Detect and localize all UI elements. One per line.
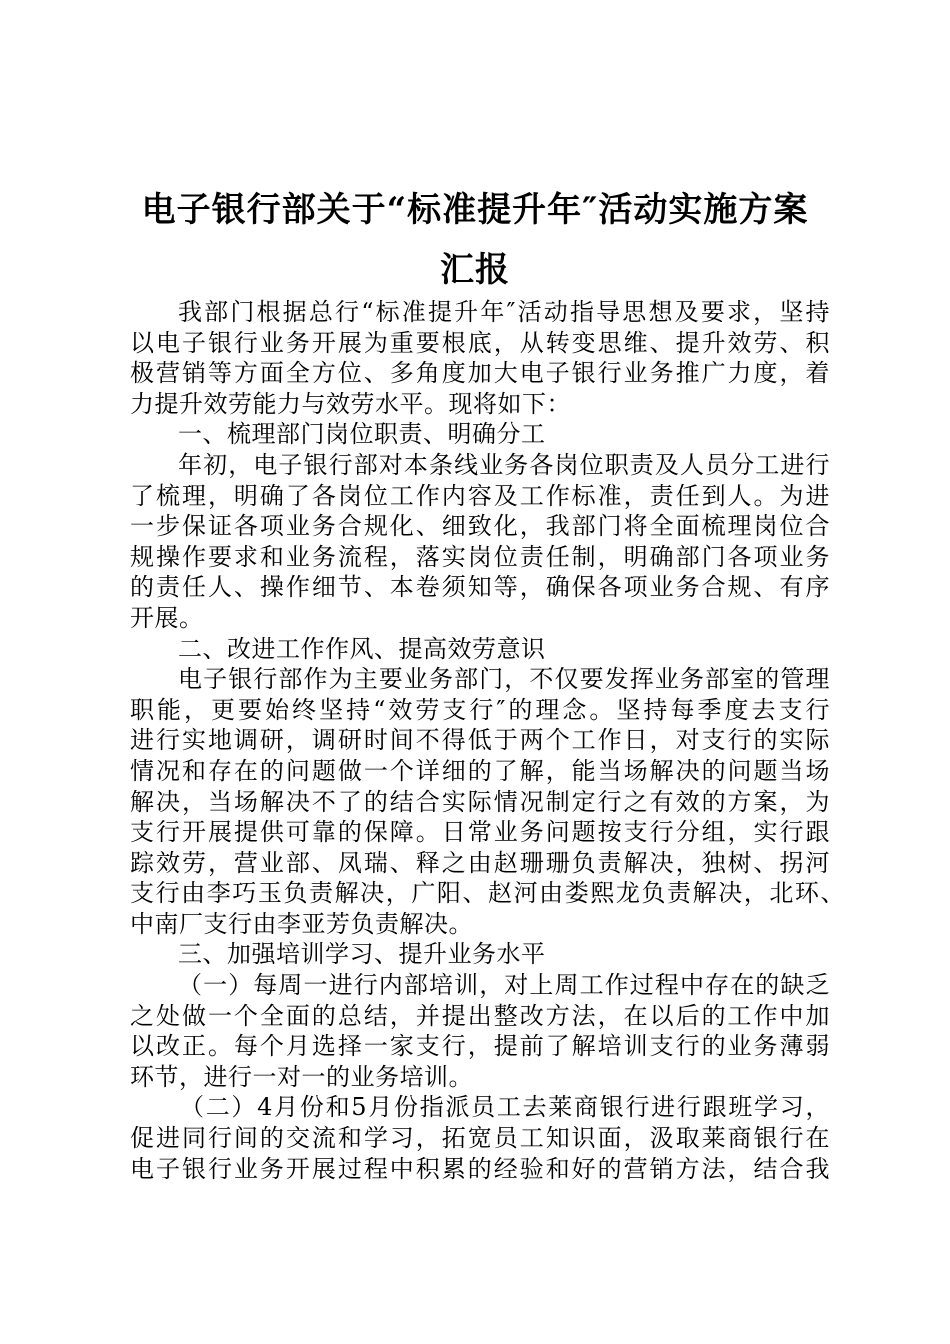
paragraph-line: 环节，进行一对一的业务培训。 xyxy=(130,1062,473,1091)
paragraph-line: 解决，当场解决不了的结合实际情况制定行之有效的方案，为 xyxy=(130,787,830,816)
paragraph-line: 我部门根据总行“标准提升年″活动指导思想及要求，坚持 xyxy=(178,298,830,326)
paragraph-line: （一）每周一进行内部培训，对上周工作过程中存在的缺乏 xyxy=(178,971,830,1000)
paragraph-line: 促进同行间的交流和学习，拓宽员工知识面，汲取莱商银行在 xyxy=(130,1124,830,1153)
document-body xyxy=(130,297,845,1184)
paragraph-line: 电子银行部作为主要业务部门，不仅要发挥业务部室的管理 xyxy=(178,665,830,694)
paragraph-line: 职能，更要始终坚持“效劳支行″的理念。坚持每季度去支行 xyxy=(130,695,830,724)
paragraph-section-1 xyxy=(130,450,830,634)
paragraph-line: 中南厂支行由李亚芳负责解决。 xyxy=(130,909,473,938)
paragraph-line: 的责任人、操作细节、本卷须知等，确保各项业务合规、有序 xyxy=(130,573,830,602)
paragraph-line: 规操作要求和业务流程，落实岗位责任制，明确部门各项业务 xyxy=(130,542,830,571)
paragraph-line: 电子银行业务开展过程中积累的经验和好的营销方法，结合我 xyxy=(130,1154,830,1183)
paragraph-section-3-item-1 xyxy=(130,970,830,1092)
paragraph-line: 了梳理，明确了各岗位工作内容及工作标准，责任到人。为进 xyxy=(130,481,830,510)
paragraph-section-3-item-2 xyxy=(130,1092,830,1184)
paragraph-line: （二）4月份和5月份指派员工去莱商银行进行跟班学习， xyxy=(180,1093,830,1122)
document-title xyxy=(0,180,950,300)
paragraph-line: 踪效劳，营业部、凤瑞、释之由赵珊珊负责解决，独树、拐河 xyxy=(130,848,830,877)
paragraph-line: 极营销等方面全方位、多角度加大电子银行业务推广力度，着 xyxy=(130,359,830,388)
paragraph-line: 支行开展提供可靠的保障。日常业务问题按支行分组，实行跟 xyxy=(130,818,830,847)
paragraph-line: 进行实地调研，调研时间不得低于两个工作日，对支行的实际 xyxy=(130,726,830,755)
title-line-1: 电子银行部关于“标准提升年″活动实施方案 xyxy=(141,190,809,230)
paragraph-line: 力提升效劳能力与效劳水平。现将如下： xyxy=(130,389,571,418)
paragraph-intro xyxy=(130,297,830,419)
paragraph-line: 支行由李巧玉负责解决，广阳、赵河由娄熙龙负责解决，北环、 xyxy=(130,879,845,908)
paragraph-line: 以改正。每个月选择一家支行，提前了解培训支行的业务薄弱 xyxy=(130,1032,830,1061)
section-heading-3: 三、加强培训学习、提升业务水平 xyxy=(178,940,546,969)
section-heading-1: 一、梳理部门岗位职责、明确分工 xyxy=(178,420,546,449)
paragraph-line: 情况和存在的问题做一个详细的了解，能当场解决的问题当场 xyxy=(130,756,830,785)
paragraph-line: 年初，电子银行部对本条线业务各岗位职责及人员分工进行 xyxy=(178,450,830,479)
paragraph-line: 之处做一个全面的总结，并提出整改方法，在以后的工作中加 xyxy=(130,1001,830,1030)
paragraph-section-2 xyxy=(130,664,845,939)
paragraph-line: 以电子银行业务开展为重要根底，从转变思维、提升效劳、积 xyxy=(130,328,830,357)
paragraph-line: 开展。 xyxy=(130,603,204,632)
title-line-2: 汇报 xyxy=(440,250,510,290)
section-heading-2: 二、改进工作作风、提高效劳意识 xyxy=(178,634,546,663)
paragraph-line: 一步保证各项业务合规化、细致化，我部门将全面梳理岗位合 xyxy=(130,512,830,541)
